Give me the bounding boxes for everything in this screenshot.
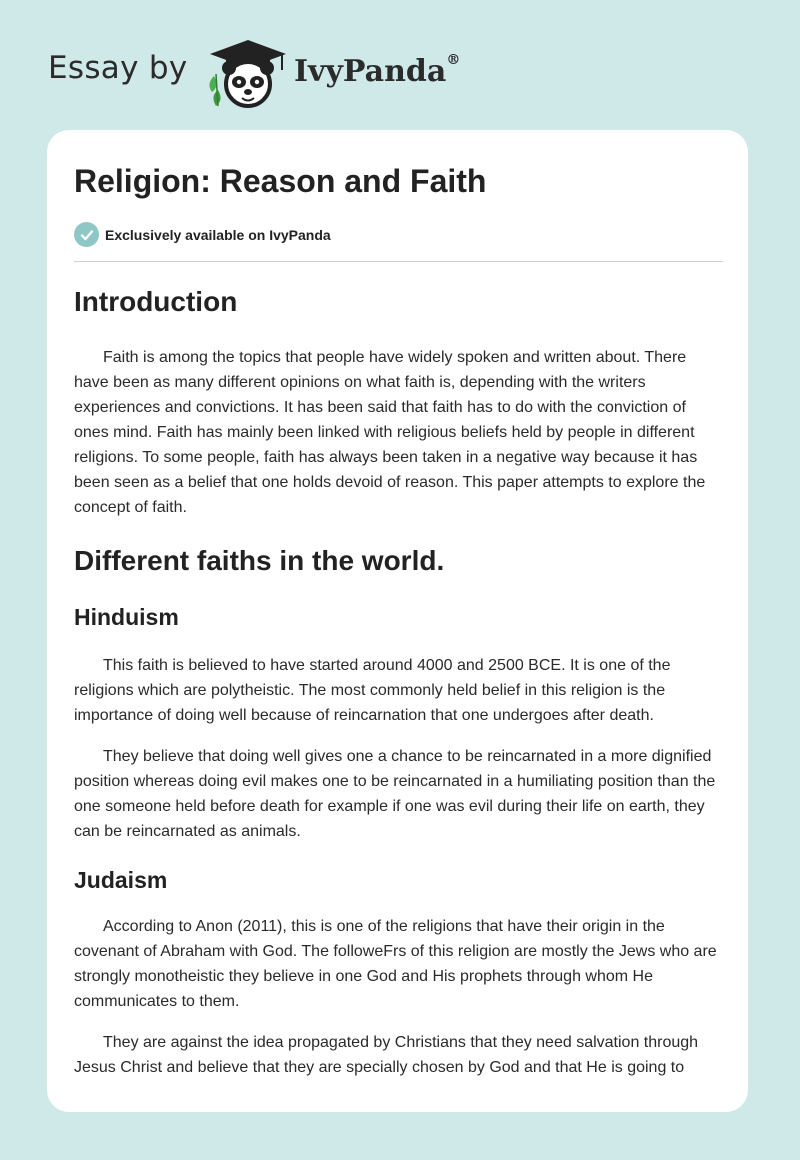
article-title: Religion: Reason and Faith	[74, 163, 487, 199]
paragraph-judaism-1: According to Anon (2011), this is one of the religions that have their origin in the covenant of Abraham with God. The followeFrs of this religion are mostly the Jews who are strongly monotheistic they believe in one God and His prophets through whom He communicates to them.	[74, 918, 717, 1010]
panda-logo-icon[interactable]	[202, 34, 292, 110]
site-header	[48, 34, 548, 114]
check-icon	[74, 222, 99, 247]
badge-label: Exclusively available on IvyPanda	[105, 226, 331, 243]
brand-text: IvyPanda	[294, 54, 447, 89]
article-card	[47, 130, 748, 1112]
registered-mark: ®	[446, 52, 461, 68]
brand-name[interactable]	[294, 54, 460, 89]
paragraph-hinduism-1: This faith is believed to have started around 4000 and 2500 BCE. It is one of the religions which are polytheistic. The most commonly held belief in this religion is the importance of doing well because of reincarnation that one undergoes after death.	[74, 657, 671, 724]
paragraph-judaism-2: They are against the idea propagated by Christians that they need salvation through Jesus Christ and believe that they are specially chosen by God and that He is going to	[74, 1034, 699, 1076]
title-divider	[74, 261, 723, 262]
paragraph-intro: Faith is among the topics that people have widely spoken and written about. There have been as many different opinions on what faith is, depending with the writers experiences and convictions. It has been said that faith has to do with the conviction of ones mind. Faith has mainly been linked with religious beliefs held by people in different religions. To some people, faith has always been taken in a negative way because it has been seen as a belief that one holds devoid of reason. This paper attempts to explore the concept of faith.	[74, 349, 706, 516]
subheading-judaism: Judaism	[74, 867, 168, 893]
exclusive-badge	[74, 222, 331, 247]
article-body	[74, 280, 723, 1080]
paragraph-hinduism-2: They believe that doing well gives one a chance to be reincarnated in a more dignified position whereas doing evil makes one to be reincarnated in a humiliating position than the one someone held before death for example if one was evil during their life on earth, they can be reincarnated as animals.	[74, 748, 716, 840]
essay-by-label: Essay by	[48, 50, 188, 86]
section-heading-different-faiths: Different faiths in the world.	[74, 545, 445, 576]
section-heading-introduction: Introduction	[74, 286, 238, 317]
subheading-hinduism: Hinduism	[74, 604, 179, 630]
